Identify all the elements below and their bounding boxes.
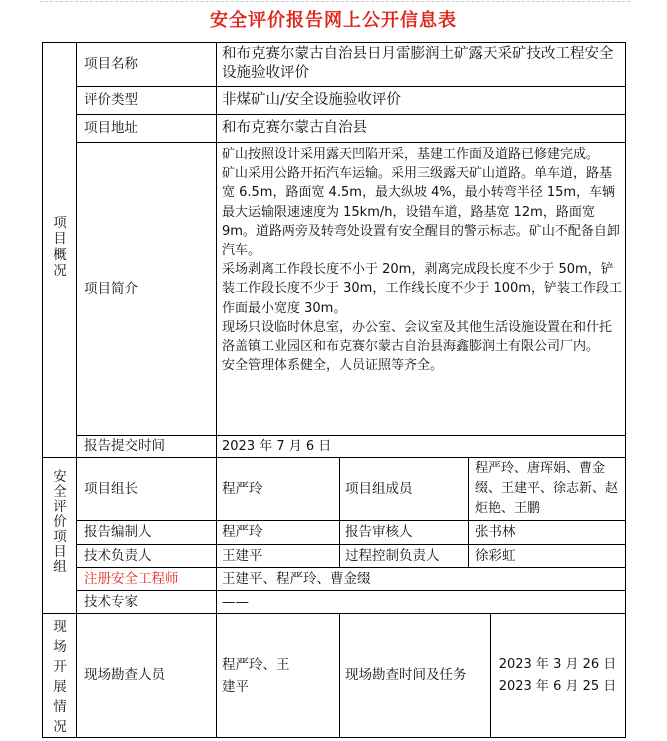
address-label: 项目地址: [84, 120, 138, 136]
project-name-label: 项目名称: [84, 56, 138, 72]
expert-value: ——: [222, 593, 249, 610]
members-label: 项目组成员: [345, 480, 413, 497]
site-time-label: 现场勘查时间及任务: [345, 667, 467, 683]
intro-paragraph: 矿山采用公路开拓汽车运输。采用三级露天矿山道路。单车道，路基宽 6.5m，路面宽 4.5m，最大纵坡 4%，最小转弯半径 15m，车辆最大运输限速速度为 15km/h，设错车道，路基宽 12m，路面宽 9m。道路两旁及转弯处设置有安全醒目的警示标志。矿山不配备自卸汽车。: [222, 166, 620, 259]
intro-paragraph: 现场只设临时休息室，办公室、会议室及其他生活设施设置在和什托洛盖镇工业园区和布克赛尔蒙古自治县海鑫膨润土有限公司厂内。: [222, 319, 613, 355]
site-date-2: 2023 年 6 月 25 日: [498, 678, 617, 694]
border-bottom: [42, 737, 626, 738]
section-label-site: 现场开展情况: [53, 619, 67, 735]
page-title: 安全评价报告网上公开信息表: [210, 10, 457, 31]
leader-label: 项目组长: [84, 480, 138, 497]
col-divider-4: [468, 457, 469, 568]
process-value: 徐彩虹: [475, 547, 516, 564]
tech-lead-label: 技术负责人: [84, 547, 152, 564]
section-label-overview: 项目概况: [53, 215, 67, 279]
address-value: 和布克赛尔蒙古自治县: [222, 120, 367, 136]
author-value: 程严玲: [222, 524, 263, 540]
section-label-team: 安全评价项目组: [53, 469, 67, 575]
project-name-value: 和布克赛尔蒙古自治县日月雷膨润土矿露天采矿技改工程安全设施验收评价: [222, 46, 614, 81]
border-right: [625, 42, 626, 738]
tech-lead-value: 王建平: [222, 547, 263, 564]
engineer-label: 注册安全工程师: [84, 570, 179, 587]
process-label: 过程控制负责人: [345, 547, 440, 564]
eval-type-value: 非煤矿山/安全设施验收评价: [222, 92, 401, 108]
engineer-value: 王建平、程严玲、曹金缀: [222, 570, 371, 587]
intro-paragraph: 矿山按照设计采用露天凹陷开采，基建工作面及道路已修建完成。: [222, 147, 600, 162]
eval-type-label: 评价类型: [84, 92, 138, 108]
expert-label: 技术专家: [84, 593, 138, 610]
col-divider-1: [76, 42, 77, 738]
col-divider-2: [216, 42, 217, 738]
members-value: 程严玲、唐珲娟、曹金缀、王建平、徐志新、赵炬艳、王鹏: [475, 461, 619, 516]
site-dates: [490, 614, 625, 737]
reviewer-label: 报告审核人: [345, 524, 413, 540]
intro-paragraph: 采场剥离工作段长度不小于 20m，剥离完成段长度不少于 50m，铲装工作段长度不少于 30m，工作线长度不少于 100m，铲装工作段工作面最小宽度 30m。: [222, 262, 622, 316]
intro-label: 项目简介: [84, 280, 138, 297]
site-date-1: 2023 年 3 月 26 日: [498, 656, 617, 672]
intro-paragraph: 安全管理体系健全，人员证照等齐全。: [222, 358, 444, 374]
submit-value: 2023 年 7 月 6 日: [222, 439, 332, 454]
reviewer-value: 张书林: [475, 524, 516, 540]
site-staff-value: 程严玲、王建平: [222, 656, 290, 695]
intro-text: [222, 145, 622, 435]
site-staff-label: 现场勘查人员: [84, 667, 165, 683]
leader-value: 程严玲: [222, 480, 263, 497]
border-left: [42, 42, 43, 738]
col-divider-3: [339, 457, 340, 568]
author-label: 报告编制人: [84, 524, 152, 540]
col-divider-5: [339, 613, 340, 738]
top-dashed-rule: [40, 1, 630, 2]
submit-label: 报告提交时间: [84, 438, 165, 454]
